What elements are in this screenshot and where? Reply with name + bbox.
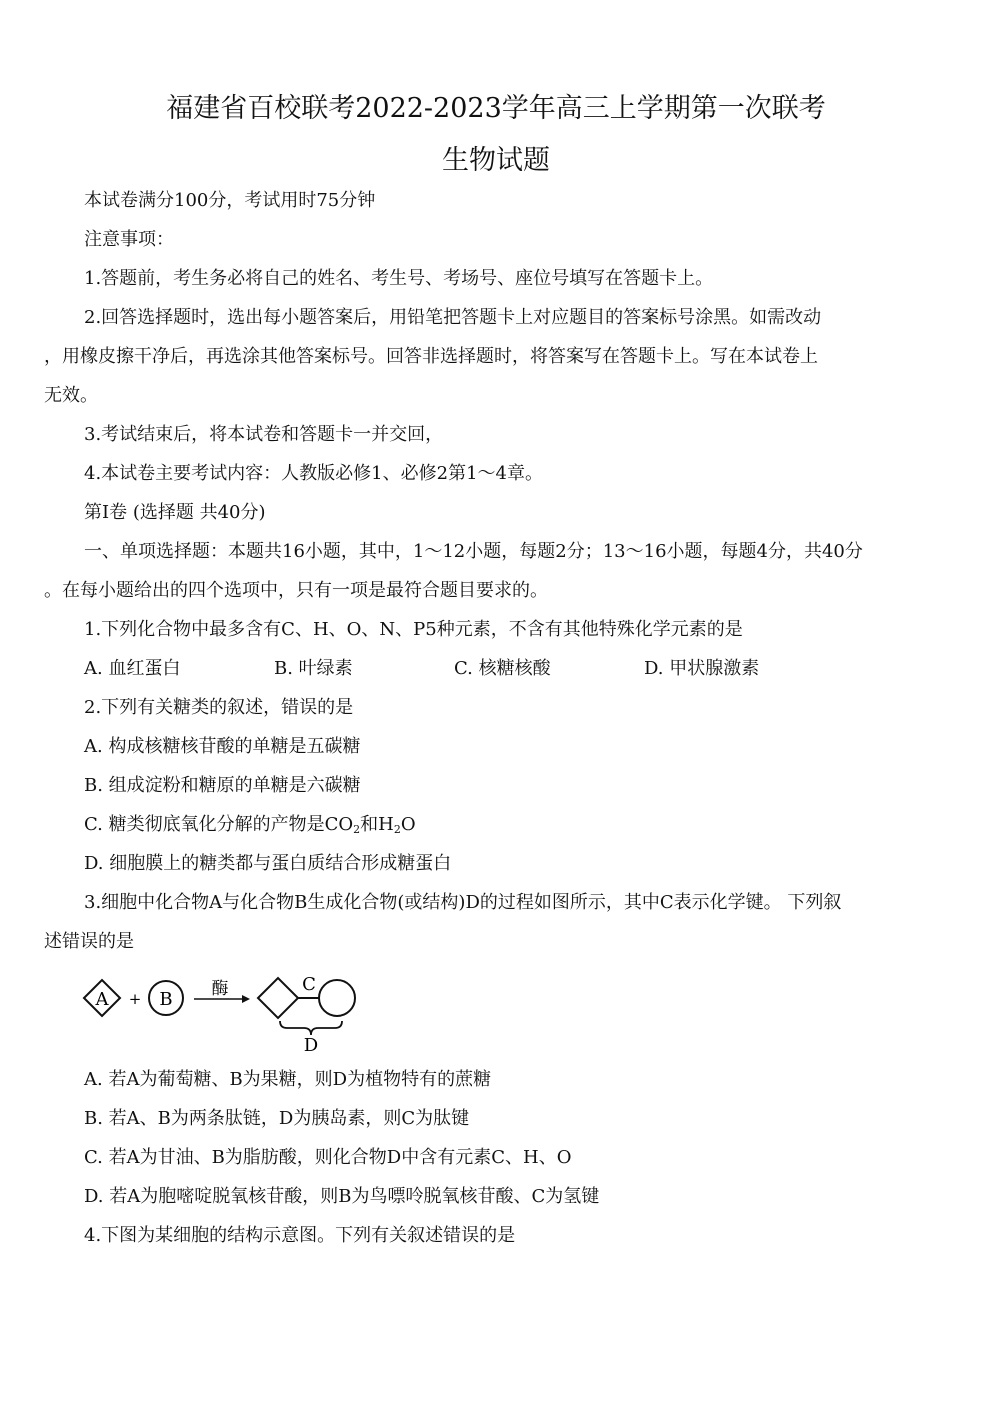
q1-option-c: C. 核糖核酸 [454, 658, 551, 679]
part-instructions-line-1: 一、单项选择题：本题共16小题，其中，1～12小题，每题2分；13～16小题，每题4分，共40分 [84, 541, 863, 562]
notice-item-4: 4.本试卷主要考试内容：人教版必修1、必修2第1～4章。 [84, 463, 543, 484]
notice-item-2-line-2: ，用橡皮擦干净后，再选涂其他答案标号。回答非选择题时，将答案写在答题卡上。写在本试卷上 [44, 346, 818, 367]
section-heading: 第I卷 (选择题 共40分) [84, 502, 266, 523]
label-d: D [303, 1035, 319, 1055]
exam-title: 福建省百校联考2022-2023学年高三上学期第一次联考 [166, 93, 826, 124]
notice-item-3: 3.考试结束后，将本试卷和答题卡一并交回， [84, 424, 444, 445]
enzyme-label: 酶 [211, 979, 229, 999]
plus-sign: + [128, 990, 142, 1008]
notice-item-1: 1.答题前，考生务必将自己的姓名、考生号、考场号、座位号填写在答题卡上。 [84, 268, 714, 289]
q3-option-c: C. 若A为甘油、B为脂肪酸，则化合物D中含有元素C、H、O [84, 1147, 572, 1168]
q2-option-c [84, 813, 416, 842]
q2-option-b: B. 组成淀粉和糖原的单糖是六碳糖 [84, 775, 361, 796]
circle-shape-product [319, 980, 355, 1016]
q3-stem-line-2: 述错误的是 [44, 931, 134, 952]
exam-subtitle: 生物试题 [442, 145, 550, 176]
q2-option-c-suffix: O [400, 814, 416, 835]
notice-item-2-line-1: 2.回答选择题时，选出每小题答案后，用铅笔把答题卡上对应题目的答案标号涂黑。如需改动 [84, 307, 822, 328]
q1-option-d: D. 甲状腺激素 [644, 658, 760, 679]
q2-option-c-sub1: 2 [353, 823, 361, 836]
label-b: B [159, 989, 173, 1010]
q2-option-a: A. 构成核糖核苷酸的单糖是五碳糖 [84, 736, 361, 757]
notice-heading: 注意事项： [84, 229, 174, 250]
q2-option-c-prefix: C. 糖类彻底氧化分解的产物是CO [84, 814, 354, 835]
q3-option-d: D. 若A为胞嘧啶脱氧核苷酸，则B为鸟嘌呤脱氧核苷酸、C为氢键 [84, 1186, 600, 1207]
part-instructions-line-2: 。在每小题给出的四个选项中，只有一项是最符合题目要求的。 [44, 580, 548, 601]
q1-option-a: A. 血红蛋白 [84, 658, 181, 679]
q3-stem-line-1: 3.细胞中化合物A与化合物B生成化合物(或结构)D的过程如图所示，其中C表示化学键。 下列叙 [84, 892, 842, 913]
reaction-diagram [80, 965, 370, 1055]
q2-option-c-mid: 和H [360, 814, 394, 835]
q1-options [84, 657, 884, 681]
q4-stem: 4.下图为某细胞的结构示意图。下列有关叙述错误的是 [84, 1225, 516, 1246]
label-c: C [302, 974, 316, 995]
q3-option-a: A. 若A为葡萄糖、B为果糖，则D为植物特有的蔗糖 [84, 1069, 492, 1090]
q1-option-b: B. 叶绿素 [274, 658, 353, 679]
diamond-shape-product [258, 978, 298, 1018]
notice-item-2-line-3: 无效。 [44, 385, 98, 406]
q3-option-b: B. 若A、B为两条肽链，D为胰岛素，则C为肽键 [84, 1108, 470, 1129]
label-a: A [95, 989, 109, 1010]
brace-d [280, 1021, 342, 1035]
q2-stem: 2.下列有关糖类的叙述，错误的是 [84, 697, 354, 718]
q2-option-d: D. 细胞膜上的糖类都与蛋白质结合形成糖蛋白 [84, 853, 452, 874]
arrow-head-icon [242, 995, 250, 1003]
q2-option-c-sub2: 2 [393, 823, 401, 836]
q1-stem: 1.下列化合物中最多含有C、H、O、N、P5种元素，不含有其他特殊化学元素的是 [84, 619, 743, 640]
exam-info: 本试卷满分100分，考试用时75分钟 [84, 190, 376, 211]
